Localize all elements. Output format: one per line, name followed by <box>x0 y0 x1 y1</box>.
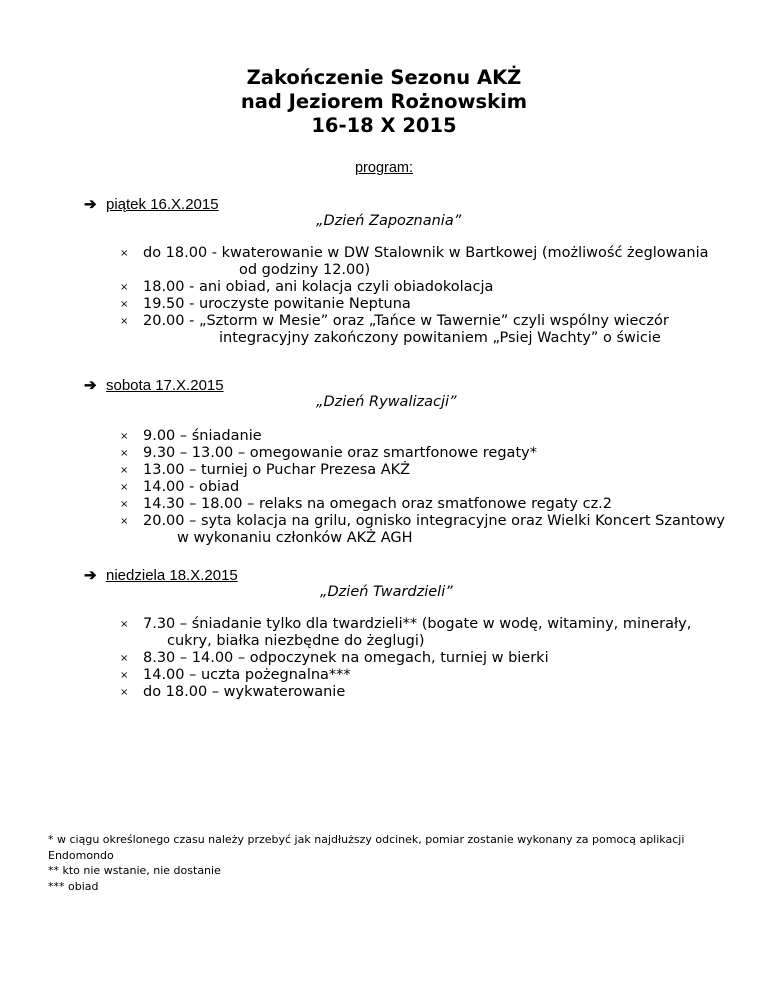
bullet-x-icon: × <box>120 465 129 476</box>
item-text: 18.00 - ani obiad, ani kolacja czyli obiadokolacja <box>143 279 494 295</box>
footnote: *** obiad <box>48 879 99 893</box>
list-item <box>0 462 725 479</box>
item-text: 13.00 – turniej o Puchar Prezesa AKŻ <box>143 462 411 478</box>
list-item <box>0 616 691 650</box>
footnote: * w ciągu określonego czasu należy przebyć jak najdłuższy odcinek, pomiar zostanie wykonany za pomocą aplikacji Endomondo <box>48 833 685 862</box>
item-text-continued: integracyjny zakończony powitaniem „Psiej Wachty” o świcie <box>219 330 661 346</box>
bullet-x-icon: × <box>120 499 129 510</box>
day-name: niedziela 18.X.2015 <box>106 566 238 584</box>
list-item <box>0 479 725 496</box>
schedule-list <box>0 245 709 347</box>
bullet-x-icon: × <box>120 619 129 630</box>
bullet-x-icon: × <box>120 282 129 293</box>
day-name: piątek 16.X.2015 <box>106 195 219 213</box>
item-text: 14.30 – 18.00 – relaks na omegach oraz smatfonowe regaty cz.2 <box>143 496 613 512</box>
footnote: ** kto nie wstanie, nie dostanie <box>48 864 221 877</box>
day-heading <box>84 376 224 394</box>
schedule-list <box>0 428 725 547</box>
bullet-x-icon: × <box>120 653 129 664</box>
program-label: program: <box>354 160 414 176</box>
list-item <box>0 279 709 296</box>
list-item <box>0 513 725 547</box>
item-text: 9.30 – 13.00 – omegowanie oraz smartfonowe regaty* <box>143 445 537 461</box>
list-item <box>0 667 691 684</box>
item-text: 14.00 – uczta pożegnalna*** <box>143 667 351 683</box>
bullet-x-icon: × <box>120 516 129 527</box>
bullet-x-icon: × <box>120 316 129 327</box>
list-item <box>0 496 725 513</box>
item-text-continued: cukry, białka niezbędne do żeglugi) <box>167 633 425 649</box>
item-text: do 18.00 - kwaterowanie w DW Stalownik w Bartkowej (możliwość żeglowania <box>143 245 709 261</box>
item-text: 14.00 - obiad <box>143 479 240 495</box>
title-line-2: nad Jeziorem Rożnowskim <box>240 90 528 113</box>
list-item <box>0 684 691 701</box>
item-text-continued: od godziny 12.00) <box>239 262 371 278</box>
bullet-x-icon: × <box>120 299 129 310</box>
bullet-x-icon: × <box>120 482 129 493</box>
bullet-x-icon: × <box>120 687 129 698</box>
list-item <box>0 650 691 667</box>
arrow-right-icon: ➔ <box>84 196 97 213</box>
footnotes <box>48 832 748 894</box>
item-text: 20.00 – syta kolacja na grilu, ognisko integracyjne oraz Wielki Koncert Szantowy <box>143 513 726 529</box>
list-item <box>0 428 725 445</box>
day-subtitle: „Dzień Rywalizacji” <box>316 394 457 410</box>
day-heading <box>84 195 219 213</box>
bullet-x-icon: × <box>120 670 129 681</box>
day-subtitle: „Dzień Zapoznania” <box>316 213 462 229</box>
list-item <box>0 445 725 462</box>
schedule-list <box>0 616 691 701</box>
arrow-right-icon: ➔ <box>84 377 97 394</box>
document-title <box>0 66 768 138</box>
item-text: 9.00 – śniadanie <box>143 428 262 444</box>
list-item <box>0 313 709 347</box>
bullet-x-icon: × <box>120 248 129 259</box>
item-text: 8.30 – 14.00 – odpoczynek na omegach, turniej w bierki <box>143 650 549 666</box>
day-subtitle: „Dzień Twardzieli” <box>320 584 453 600</box>
day-heading <box>84 566 238 584</box>
list-item <box>0 296 709 313</box>
item-text: 19.50 - uroczyste powitanie Neptuna <box>143 296 411 312</box>
item-text: do 18.00 – wykwaterowanie <box>143 684 346 700</box>
bullet-x-icon: × <box>120 431 129 442</box>
item-text: 20.00 - „Sztorm w Mesie” oraz „Tańce w Tawernie” czyli wspólny wieczór <box>143 313 669 329</box>
title-line-1: Zakończenie Sezonu AKŻ <box>246 66 522 89</box>
item-text: 7.30 – śniadanie tylko dla twardzieli** (bogate w wodę, witaminy, minerały, <box>143 616 692 632</box>
arrow-right-icon: ➔ <box>84 567 97 584</box>
title-line-3: 16-18 X 2015 <box>311 114 457 137</box>
day-name: sobota 17.X.2015 <box>106 376 224 394</box>
bullet-x-icon: × <box>120 448 129 459</box>
list-item <box>0 245 709 279</box>
item-text-continued: w wykonaniu członków AKŻ AGH <box>177 530 413 546</box>
